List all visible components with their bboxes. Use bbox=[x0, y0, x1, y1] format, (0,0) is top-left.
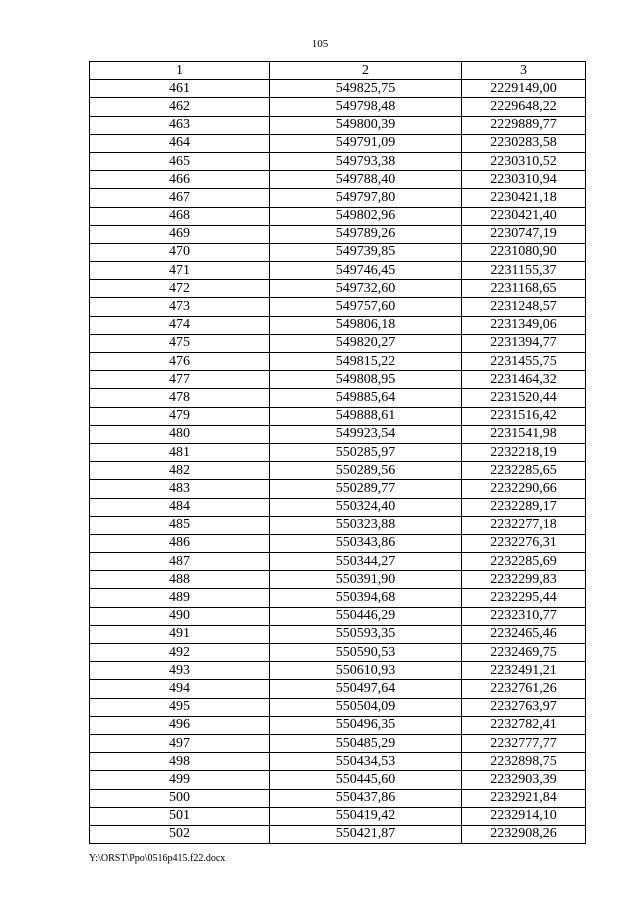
table-row bbox=[90, 280, 586, 298]
x-coordinate-cell: 549757,60 bbox=[270, 298, 462, 316]
x-coordinate-cell: 550593,35 bbox=[270, 625, 462, 643]
y-coordinate-cell: 2232299,83 bbox=[462, 571, 586, 589]
x-coordinate-cell: 549825,75 bbox=[270, 80, 462, 98]
point-number-cell: 485 bbox=[90, 516, 270, 534]
point-number-cell: 497 bbox=[90, 734, 270, 752]
point-number-cell: 465 bbox=[90, 152, 270, 170]
x-coordinate-cell: 550610,93 bbox=[270, 662, 462, 680]
point-number-cell: 472 bbox=[90, 280, 270, 298]
page-number: 105 bbox=[311, 38, 329, 50]
x-coordinate-cell: 549800,39 bbox=[270, 116, 462, 134]
table-row bbox=[90, 407, 586, 425]
x-coordinate-cell: 549739,85 bbox=[270, 243, 462, 261]
point-number-cell: 500 bbox=[90, 789, 270, 807]
point-number-cell: 501 bbox=[90, 807, 270, 825]
point-number-cell: 467 bbox=[90, 189, 270, 207]
point-number-cell: 483 bbox=[90, 480, 270, 498]
point-number-cell: 493 bbox=[90, 662, 270, 680]
table-row bbox=[90, 680, 586, 698]
x-coordinate-cell: 550344,27 bbox=[270, 553, 462, 571]
table-row bbox=[90, 807, 586, 825]
x-coordinate-cell: 550289,77 bbox=[270, 480, 462, 498]
table-row bbox=[90, 789, 586, 807]
table-row bbox=[90, 371, 586, 389]
y-coordinate-cell: 2231541,98 bbox=[462, 425, 586, 443]
x-coordinate-cell: 549808,95 bbox=[270, 371, 462, 389]
point-number-cell: 498 bbox=[90, 753, 270, 771]
x-coordinate-cell: 550445,60 bbox=[270, 771, 462, 789]
point-number-cell: 502 bbox=[90, 825, 270, 843]
table-row bbox=[90, 498, 586, 516]
y-coordinate-cell: 2232310,77 bbox=[462, 607, 586, 625]
x-coordinate-cell: 550289,56 bbox=[270, 462, 462, 480]
y-coordinate-cell: 2230421,18 bbox=[462, 189, 586, 207]
table-row bbox=[90, 243, 586, 261]
y-coordinate-cell: 2231080,90 bbox=[462, 243, 586, 261]
table-row bbox=[90, 225, 586, 243]
y-coordinate-cell: 2232465,46 bbox=[462, 625, 586, 643]
x-coordinate-cell: 550394,68 bbox=[270, 589, 462, 607]
x-coordinate-cell: 550324,40 bbox=[270, 498, 462, 516]
table-row bbox=[90, 625, 586, 643]
y-coordinate-cell: 2232491,21 bbox=[462, 662, 586, 680]
y-coordinate-cell: 2229889,77 bbox=[462, 116, 586, 134]
table-row bbox=[90, 771, 586, 789]
y-coordinate-cell: 2232289,17 bbox=[462, 498, 586, 516]
point-number-cell: 499 bbox=[90, 771, 270, 789]
y-coordinate-cell: 2230283,58 bbox=[462, 134, 586, 152]
point-number-cell: 466 bbox=[90, 171, 270, 189]
y-coordinate-cell: 2231168,65 bbox=[462, 280, 586, 298]
x-coordinate-cell: 550485,29 bbox=[270, 734, 462, 752]
point-number-cell: 495 bbox=[90, 698, 270, 716]
table-row bbox=[90, 443, 586, 461]
table-row bbox=[90, 207, 586, 225]
point-number-cell: 470 bbox=[90, 243, 270, 261]
column-header-2: 2 bbox=[270, 62, 462, 80]
y-coordinate-cell: 2230310,94 bbox=[462, 171, 586, 189]
point-number-cell: 473 bbox=[90, 298, 270, 316]
y-coordinate-cell: 2232285,69 bbox=[462, 553, 586, 571]
y-coordinate-cell: 2230747,19 bbox=[462, 225, 586, 243]
x-coordinate-cell: 549797,80 bbox=[270, 189, 462, 207]
coordinates-table bbox=[89, 61, 586, 844]
y-coordinate-cell: 2232908,26 bbox=[462, 825, 586, 843]
y-coordinate-cell: 2232218,19 bbox=[462, 443, 586, 461]
y-coordinate-cell: 2229149,00 bbox=[462, 80, 586, 98]
x-coordinate-cell: 550434,53 bbox=[270, 753, 462, 771]
x-coordinate-cell: 550590,53 bbox=[270, 644, 462, 662]
y-coordinate-cell: 2231455,75 bbox=[462, 353, 586, 371]
y-coordinate-cell: 2231520,44 bbox=[462, 389, 586, 407]
point-number-cell: 476 bbox=[90, 353, 270, 371]
point-number-cell: 482 bbox=[90, 462, 270, 480]
y-coordinate-cell: 2231394,77 bbox=[462, 334, 586, 352]
y-coordinate-cell: 2232285,65 bbox=[462, 462, 586, 480]
table-row bbox=[90, 662, 586, 680]
x-coordinate-cell: 550497,64 bbox=[270, 680, 462, 698]
point-number-cell: 461 bbox=[90, 80, 270, 98]
point-number-cell: 480 bbox=[90, 425, 270, 443]
y-coordinate-cell: 2232777,77 bbox=[462, 734, 586, 752]
x-coordinate-cell: 550496,35 bbox=[270, 716, 462, 734]
table-row bbox=[90, 262, 586, 280]
y-coordinate-cell: 2232898,75 bbox=[462, 753, 586, 771]
y-coordinate-cell: 2232290,66 bbox=[462, 480, 586, 498]
point-number-cell: 481 bbox=[90, 443, 270, 461]
point-number-cell: 487 bbox=[90, 553, 270, 571]
x-coordinate-cell: 550285,97 bbox=[270, 443, 462, 461]
table-row bbox=[90, 116, 586, 134]
point-number-cell: 475 bbox=[90, 334, 270, 352]
point-number-cell: 478 bbox=[90, 389, 270, 407]
point-number-cell: 469 bbox=[90, 225, 270, 243]
x-coordinate-cell: 550504,09 bbox=[270, 698, 462, 716]
point-number-cell: 463 bbox=[90, 116, 270, 134]
table-row bbox=[90, 553, 586, 571]
point-number-cell: 494 bbox=[90, 680, 270, 698]
point-number-cell: 477 bbox=[90, 371, 270, 389]
table-row bbox=[90, 334, 586, 352]
point-number-cell: 462 bbox=[90, 98, 270, 116]
table-row bbox=[90, 480, 586, 498]
y-coordinate-cell: 2232763,97 bbox=[462, 698, 586, 716]
point-number-cell: 468 bbox=[90, 207, 270, 225]
column-header-3: 3 bbox=[462, 62, 586, 80]
y-coordinate-cell: 2231516,42 bbox=[462, 407, 586, 425]
x-coordinate-cell: 550343,86 bbox=[270, 534, 462, 552]
y-coordinate-cell: 2232914,10 bbox=[462, 807, 586, 825]
footer-file-path: Y:\ORST\Ppo\0516p415.f22.docx bbox=[89, 853, 226, 864]
column-header-1: 1 bbox=[90, 62, 270, 80]
table-row bbox=[90, 316, 586, 334]
table-row bbox=[90, 716, 586, 734]
table-row bbox=[90, 825, 586, 843]
point-number-cell: 491 bbox=[90, 625, 270, 643]
x-coordinate-cell: 550419,42 bbox=[270, 807, 462, 825]
table-row bbox=[90, 462, 586, 480]
x-coordinate-cell: 549798,48 bbox=[270, 98, 462, 116]
table-row bbox=[90, 425, 586, 443]
table-row bbox=[90, 534, 586, 552]
y-coordinate-cell: 2232782,41 bbox=[462, 716, 586, 734]
table-row bbox=[90, 589, 586, 607]
y-coordinate-cell: 2232277,18 bbox=[462, 516, 586, 534]
y-coordinate-cell: 2232276,31 bbox=[462, 534, 586, 552]
x-coordinate-cell: 550323,88 bbox=[270, 516, 462, 534]
y-coordinate-cell: 2231248,57 bbox=[462, 298, 586, 316]
y-coordinate-cell: 2232761,26 bbox=[462, 680, 586, 698]
x-coordinate-cell: 549815,22 bbox=[270, 353, 462, 371]
x-coordinate-cell: 549791,09 bbox=[270, 134, 462, 152]
y-coordinate-cell: 2231349,06 bbox=[462, 316, 586, 334]
x-coordinate-cell: 549885,64 bbox=[270, 389, 462, 407]
table-row bbox=[90, 516, 586, 534]
x-coordinate-cell: 549788,40 bbox=[270, 171, 462, 189]
y-coordinate-cell: 2230421,40 bbox=[462, 207, 586, 225]
y-coordinate-cell: 2231155,37 bbox=[462, 262, 586, 280]
table-row bbox=[90, 171, 586, 189]
y-coordinate-cell: 2232903,39 bbox=[462, 771, 586, 789]
y-coordinate-cell: 2231464,32 bbox=[462, 371, 586, 389]
x-coordinate-cell: 550437,86 bbox=[270, 789, 462, 807]
table-row bbox=[90, 698, 586, 716]
x-coordinate-cell: 549793,38 bbox=[270, 152, 462, 170]
table-row bbox=[90, 571, 586, 589]
point-number-cell: 488 bbox=[90, 571, 270, 589]
table-row bbox=[90, 134, 586, 152]
table-header-row bbox=[90, 62, 586, 80]
y-coordinate-cell: 2232921,84 bbox=[462, 789, 586, 807]
point-number-cell: 490 bbox=[90, 607, 270, 625]
point-number-cell: 479 bbox=[90, 407, 270, 425]
x-coordinate-cell: 549806,18 bbox=[270, 316, 462, 334]
x-coordinate-cell: 550391,90 bbox=[270, 571, 462, 589]
point-number-cell: 484 bbox=[90, 498, 270, 516]
point-number-cell: 474 bbox=[90, 316, 270, 334]
x-coordinate-cell: 550421,87 bbox=[270, 825, 462, 843]
x-coordinate-cell: 550446,29 bbox=[270, 607, 462, 625]
table-row bbox=[90, 353, 586, 371]
y-coordinate-cell: 2229648,22 bbox=[462, 98, 586, 116]
point-number-cell: 496 bbox=[90, 716, 270, 734]
x-coordinate-cell: 549746,45 bbox=[270, 262, 462, 280]
table-row bbox=[90, 98, 586, 116]
point-number-cell: 492 bbox=[90, 644, 270, 662]
point-number-cell: 489 bbox=[90, 589, 270, 607]
x-coordinate-cell: 549732,60 bbox=[270, 280, 462, 298]
point-number-cell: 486 bbox=[90, 534, 270, 552]
point-number-cell: 464 bbox=[90, 134, 270, 152]
table-row bbox=[90, 607, 586, 625]
table-row bbox=[90, 298, 586, 316]
table-row bbox=[90, 644, 586, 662]
x-coordinate-cell: 549789,26 bbox=[270, 225, 462, 243]
x-coordinate-cell: 549923,54 bbox=[270, 425, 462, 443]
x-coordinate-cell: 549888,61 bbox=[270, 407, 462, 425]
table-row bbox=[90, 80, 586, 98]
table-row bbox=[90, 389, 586, 407]
y-coordinate-cell: 2232469,75 bbox=[462, 644, 586, 662]
x-coordinate-cell: 549820,27 bbox=[270, 334, 462, 352]
y-coordinate-cell: 2232295,44 bbox=[462, 589, 586, 607]
point-number-cell: 471 bbox=[90, 262, 270, 280]
table-row bbox=[90, 189, 586, 207]
y-coordinate-cell: 2230310,52 bbox=[462, 152, 586, 170]
table-row bbox=[90, 152, 586, 170]
table-row bbox=[90, 734, 586, 752]
x-coordinate-cell: 549802,96 bbox=[270, 207, 462, 225]
table-body bbox=[90, 80, 586, 844]
table-row bbox=[90, 753, 586, 771]
